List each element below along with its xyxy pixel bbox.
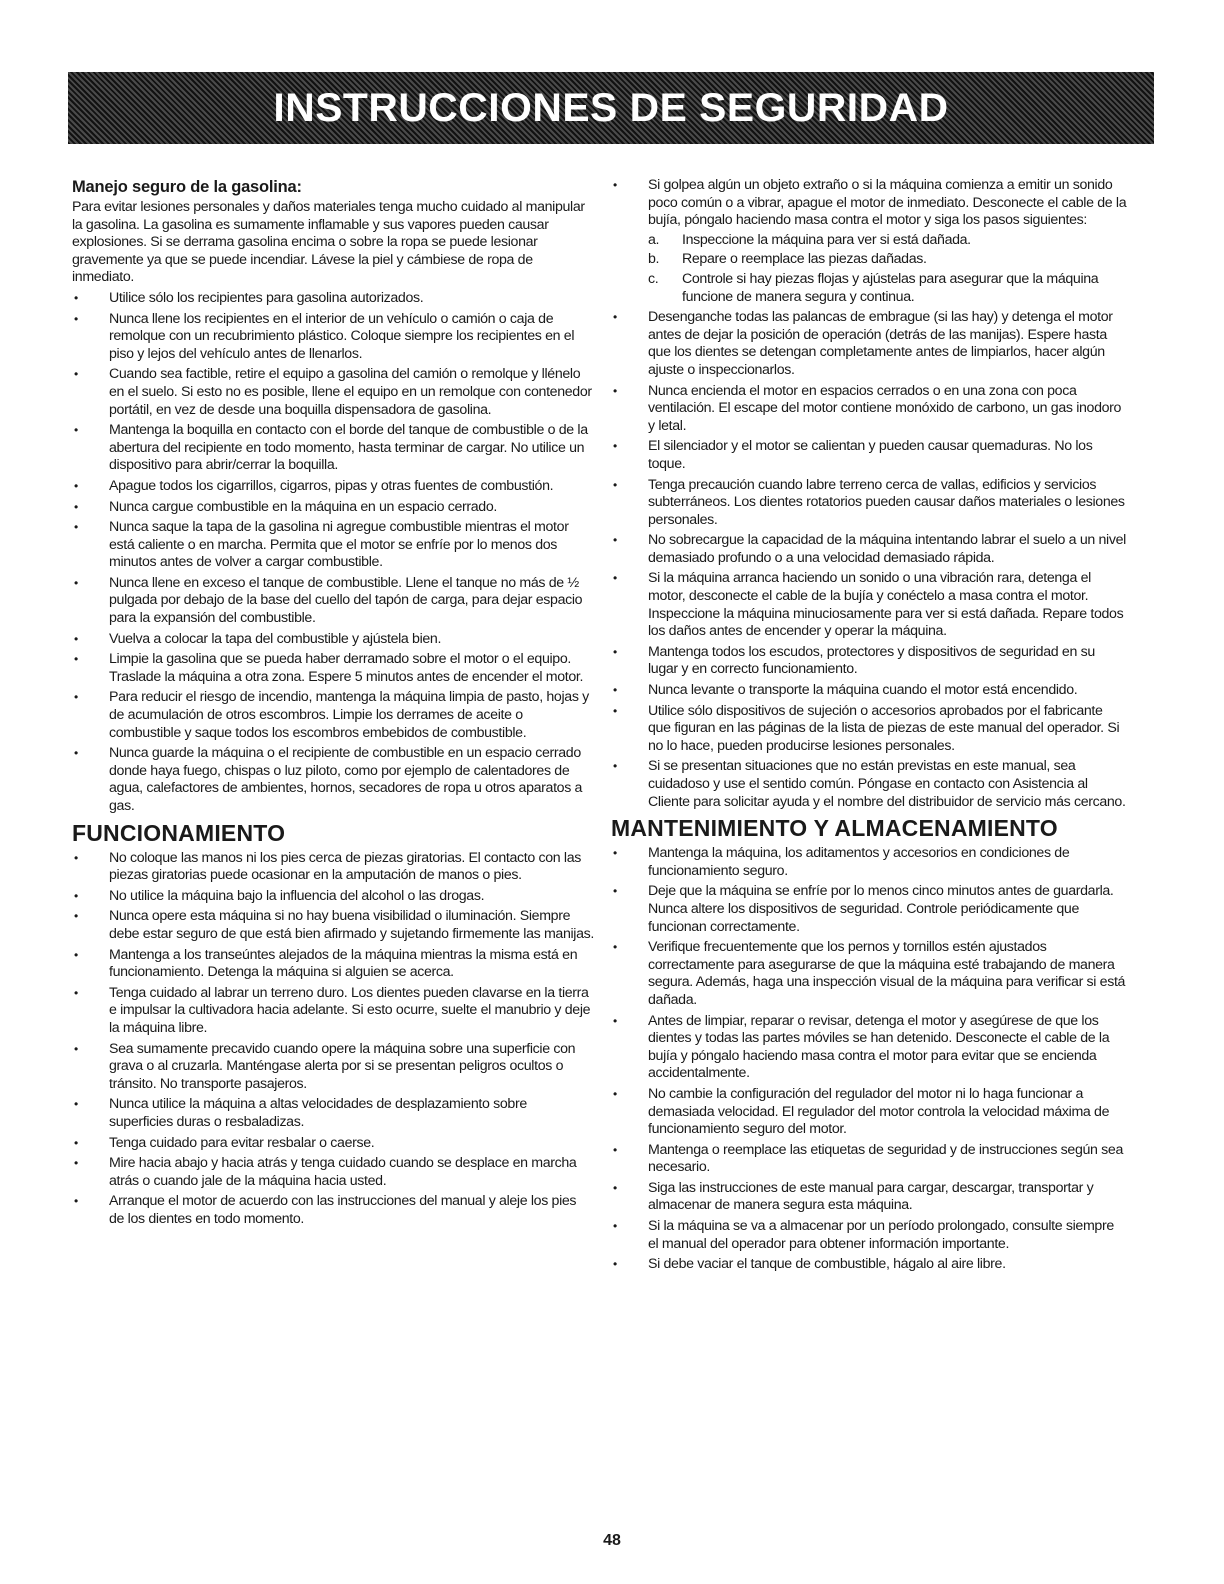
fuel-intro: Para evitar lesiones personales y daños materiales tenga mucho cuidado al manipular la gasolina. La gasolina es sumamente inflamable y sus vapores pueden causar explosiones. Si se derrama gasolina encima o sobre la ropa se puede lesionar gravemente ya que se puede incendiar. Lávese la piel y cámbiese de ropa de inmediato. — [72, 199, 585, 286]
strike-steps — [648, 232, 1127, 306]
list-item: • Antes de limpiar, reparar o revisar, detenga el motor y asegúrese de que los dientes y todas las partes móviles se han detenido. Desconecte el cable de la bujía y póngalo haciendo masa contra el motor para evitar que se encienda accidentalmente. — [611, 1013, 1127, 1083]
list-item: • Nunca utilice la máquina a altas velocidades de desplazamiento sobre superficies duras o resbaladizas. — [72, 1096, 594, 1131]
list-item: • Nunca levante o transporte la máquina cuando el motor está encendido. — [611, 682, 1127, 700]
step-item — [648, 251, 1127, 269]
step-marker: a. — [648, 231, 660, 248]
list-item: • Siga las instrucciones de este manual para cargar, descargar, transportar y almacenar de manera segura esta máquina. — [611, 1180, 1127, 1215]
list-item: • Nunca opere esta máquina si no hay buena visibilidad o iluminación. Siempre debe estar seguro de que está bien afirmado y sujetando firmemente las manijas. — [72, 908, 594, 943]
list-item: • Nunca llene los recipientes en el interior de un vehículo o camión o caja de remolque con un recubrimiento plástico. Coloque siempre los recipientes en el piso y lejos del vehículo antes de llenarlos. — [72, 311, 594, 364]
list-item: • Cuando sea factible, retire el equipo a gasolina del camión o remolque y llénelo en el suelo. Si esto no es posible, llene el equipo en un remolque con contenedor portátil, en vez de desde una boquilla dispensadora de gasolina. — [72, 366, 594, 419]
list-item: • Si la máquina arranca haciendo un sonido o una vibración rara, detenga el motor, desconecte el cable de la bujía y conéctelo a masa contra el motor. Inspeccione la máquina minuciosamente para ver si está dañada. Repare todos los daños antes de encender y operar la máquina. — [611, 570, 1127, 640]
list-item: • Utilice sólo dispositivos de sujeción o accesorios aprobados por el fabricante que figuran en las páginas de la lista de piezas de este manual del operador. Si no lo hace, pueden producirse lesiones personales. — [611, 703, 1127, 756]
list-item: • Tenga precaución cuando labre terreno cerca de vallas, edificios y servicios subterráneos. Los dientes rotatorios pueden causar daños materiales o lesiones personales. — [611, 477, 1127, 530]
step-item — [648, 232, 1127, 250]
list-item: • Apague todos los cigarrillos, cigarros, pipas y otras fuentes de combustión. — [72, 478, 594, 496]
list-item: • Vuelva a colocar la tapa del combustible y ajústela bien. — [72, 631, 594, 649]
list-item: • Para reducir el riesgo de incendio, mantenga la máquina limpia de pasto, hojas y de acumulación de otros escombros. Limpie los derrames de aceite o combustible y saque todos los escombros embebidos de combustible. — [72, 689, 594, 742]
list-item: • Nunca guarde la máquina o el recipiente de combustible en un espacio cerrado donde haya fuego, chispas o luz piloto, como por ejemplo de calentadores de agua, calefactores de ambientes, hornos, secadores de ropa u otros aparatos a gas. — [72, 745, 594, 815]
list-item: • Nunca saque la tapa de la gasolina ni agregue combustible mientras el motor está caliente o en marcha. Permita que el motor se enfríe por lo menos dos minutos antes de volver a cargar combustible. — [72, 519, 594, 572]
list-item: • Verifique frecuentemente que los pernos y tornillos estén ajustados correctamente para asegurarse de que la máquina esté trabajando de manera segura. Además, haga una inspección visual de la máquina para verificar si está dañada. — [611, 939, 1127, 1009]
step-text: Repare o reemplace las piezas dañadas. — [682, 251, 927, 268]
list-item: • Mire hacia abajo y hacia atrás y tenga cuidado cuando se desplace en marcha atrás o cuando jale de la máquina hacia usted. — [72, 1155, 594, 1190]
list-item: • El silenciador y el motor se calientan y pueden causar quemaduras. No los toque. — [611, 438, 1127, 473]
list-item: • Si la máquina se va a almacenar por un período prolongado, consulte siempre el manual del operador para obtener información importante. — [611, 1218, 1127, 1253]
list-item: • Tenga cuidado al labrar un terreno duro. Los dientes pueden clavarse en la tierra e impulsar la cultivadora hacia adelante. Si esto ocurre, suelte el manubrio y deje la máquina libre. — [72, 985, 594, 1038]
list-item: • Si se presentan situaciones que no están previstas en este manual, sea cuidadoso y use el sentido común. Póngase en contacto con Asistencia al Cliente para solicitar ayuda y el nombre del distribuidor de servicio más cercano. — [611, 758, 1127, 811]
fuel-list — [72, 290, 594, 816]
step-text: Inspeccione la máquina para ver si está dañada. — [682, 231, 971, 248]
page-number: 48 — [603, 1532, 621, 1549]
step-item — [648, 271, 1127, 306]
maintenance-heading: MANTENIMIENTO Y ALMACENAMIENTO — [611, 815, 1058, 842]
list-item: • Nunca llene en exceso el tanque de combustible. Llene el tanque no más de ½ pulgada por debajo de la base del cuello del tapón de carga, para dejar espacio para la expansión del combustible. — [72, 575, 594, 628]
list-item: • No cambie la configuración del regulador del motor ni lo haga funcionar a demasiada velocidad. El regulador del motor controla la velocidad máxima de funcionamiento seguro del motor. — [611, 1086, 1127, 1139]
list-item: • Arranque el motor de acuerdo con las instrucciones del manual y aleje los pies de los dientes en todo momento. — [72, 1193, 594, 1228]
operation-list — [72, 850, 594, 1229]
operation-list-continued — [611, 177, 1127, 811]
list-item: • Mantenga a los transeúntes alejados de la máquina mientras la misma está en funcionamiento. Detenga la máquina si alguien se acerca. — [72, 947, 594, 982]
section-banner — [68, 72, 1154, 144]
list-item: • Mantenga o reemplace las etiquetas de seguridad y de instrucciones según sea necesario. — [611, 1142, 1127, 1177]
list-item: • No sobrecargue la capacidad de la máquina intentando labrar el suelo a un nivel demasiado profundo o a una velocidad demasiado rápida. — [611, 532, 1127, 567]
list-item: • No utilice la máquina bajo la influencia del alcohol o las drogas. — [72, 888, 594, 906]
list-item: • Tenga cuidado para evitar resbalar o caerse. — [72, 1135, 594, 1153]
page-title: INSTRUCCIONES DE SEGURIDAD — [273, 85, 949, 130]
list-item — [611, 177, 1127, 306]
left-column — [72, 177, 594, 1231]
list-item: • Limpie la gasolina que se pueda haber derramado sobre el motor o el equipo. Traslade la máquina a otra zona. Espere 5 minutos antes de encender el motor. — [72, 651, 594, 686]
list-item: • Nunca cargue combustible en la máquina en un espacio cerrado. — [72, 499, 594, 517]
list-item: • Mantenga la boquilla en contacto con el borde del tanque de combustible o de la abertura del recipiente en todo momento, hasta terminar de cargar. No utilice un dispositivo para abrir/cerrar la boquilla. — [72, 422, 594, 475]
list-item: • Deje que la máquina se enfríe por lo menos cinco minutos antes de guardarla. Nunca altere los dispositivos de seguridad. Controle periódicamente que funcionan correctamente. — [611, 883, 1127, 936]
list-item: • No coloque las manos ni los pies cerca de piezas giratorias. El contacto con las piezas giratorias puede ocasionar en la amputación de manos o pies. — [72, 850, 594, 885]
step-text: Controle si hay piezas flojas y ajústelas para asegurar que la máquina funcione de manera segura y continua. — [682, 270, 1099, 305]
step-marker: c. — [648, 270, 659, 287]
list-item: • Si debe vaciar el tanque de combustible, hágalo al aire libre. — [611, 1256, 1127, 1274]
step-marker: b. — [648, 251, 660, 268]
list-item: • Mantenga la máquina, los aditamentos y accesorios en condiciones de funcionamiento seguro. — [611, 845, 1127, 880]
fuel-heading: Manejo seguro de la gasolina: — [72, 178, 302, 196]
operation-heading: FUNCIONAMIENTO — [72, 819, 286, 846]
maintenance-list — [611, 845, 1127, 1274]
list-item: • Sea sumamente precavido cuando opere la máquina sobre una superficie con grava o al cruzarla. Manténgase alerta por si se presentan peligros ocultos o tránsito. No transporte pasajeros. — [72, 1041, 594, 1094]
list-item: • Desenganche todas las palancas de embrague (si las hay) y detenga el motor antes de dejar la posición de operación (detrás de las manijas). Espere hasta que los dientes se detengan completamente antes de limpiarlos, hacer algún ajuste o inspeccionarlos. — [611, 309, 1127, 379]
strike-text: Si golpea algún un objeto extraño o si la máquina comienza a emitir un sonido poco común o a vibrar, apague el motor de inmediato. Desconecte el cable de la bujía, póngalo haciendo masa contra el motor y siga los pasos siguientes: — [648, 177, 1127, 229]
list-item: • Utilice sólo los recipientes para gasolina autorizados. — [72, 290, 594, 308]
right-column — [611, 177, 1127, 1277]
list-item: • Mantenga todos los escudos, protectores y dispositivos de seguridad en su lugar y en correcto funcionamiento. — [611, 644, 1127, 679]
list-item: • Nunca encienda el motor en espacios cerrados o en una zona con poca ventilación. El escape del motor contiene monóxido de carbono, un gas inodoro y letal. — [611, 383, 1127, 436]
